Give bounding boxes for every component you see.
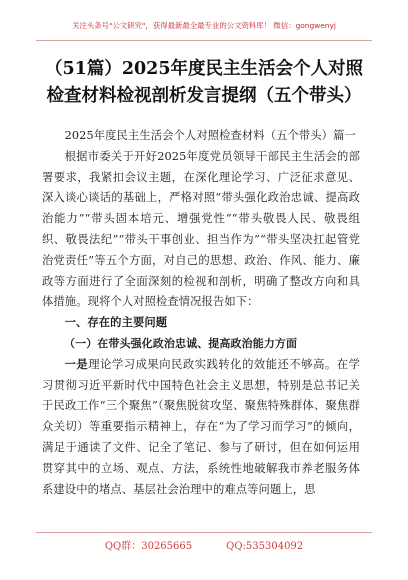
footer-contact — [0, 537, 408, 552]
header-promo-note: 关注头条号"公文研究"，获得最新最全最专业的公文资料库！ 微信：gongwenyj — [72, 21, 336, 30]
document-title — [24, 56, 384, 110]
body-paragraph-point-one — [42, 355, 360, 501]
section-heading: 一、存在的主要问题 — [64, 316, 168, 330]
header-divider — [36, 40, 372, 41]
footer-divider — [36, 532, 372, 533]
point-text: 理论学习成果向民政实践转化的效能还不够高。在学习贯彻习近平新时代中国特色社会主义思想，特别是总书记关于民政工作“三个聚焦”（聚焦脱贫攻坚、聚焦特殊群体、聚焦群众关切）等重要指示精神上，存在“为了学习而学习”的倾向，满足于通读了文件、记全了笔记、参与了研讨，但在如何运用贯穿其中的立场、观点、方法，系统性地破解我市养老服务体系建设中的堵点、基层社会治理中的难点等问题上，思 — [42, 357, 360, 496]
document-body — [42, 126, 360, 500]
point-lead: 一是 — [64, 357, 89, 371]
footer-qq: QQ:535304092 — [226, 541, 304, 552]
title-line-2: 检查材料检视剖析发言提纲（五个带头） — [46, 86, 362, 106]
title-line-1: （51篇）2025年度民主生活会个人对照 — [44, 59, 364, 79]
footer-qq-group: QQ群：30265665 — [104, 541, 193, 552]
section-intro-line: 2025年度民主生活会个人对照检查材料（五个带头）篇一 — [64, 129, 356, 142]
subsection-heading: （一）在带头强化政治忠诚、提高政治能力方面 — [64, 336, 298, 350]
body-paragraph: 根据市委关于开好2025年度党员领导干部民主生活会的部署要求，我紧扣会议主题，在深化理论学习、广泛征求意见、深入谈心谈话的基础上，严格对照“带头强化政治忠诚、提高政治能力”“带头固本培元、增强党性”“带头敬畏人民、敬畏组织、敬畏法纪”“带头干事创业、担当作为”“带头坚决扛起管党治党责任”等五个方面，对自己的思想、政治、作风、能力、廉政等方面进行了全面深刻的检视和剖析，明确了整改方向和具体措施。现将个人对照检查情况报告如下： — [42, 149, 360, 309]
